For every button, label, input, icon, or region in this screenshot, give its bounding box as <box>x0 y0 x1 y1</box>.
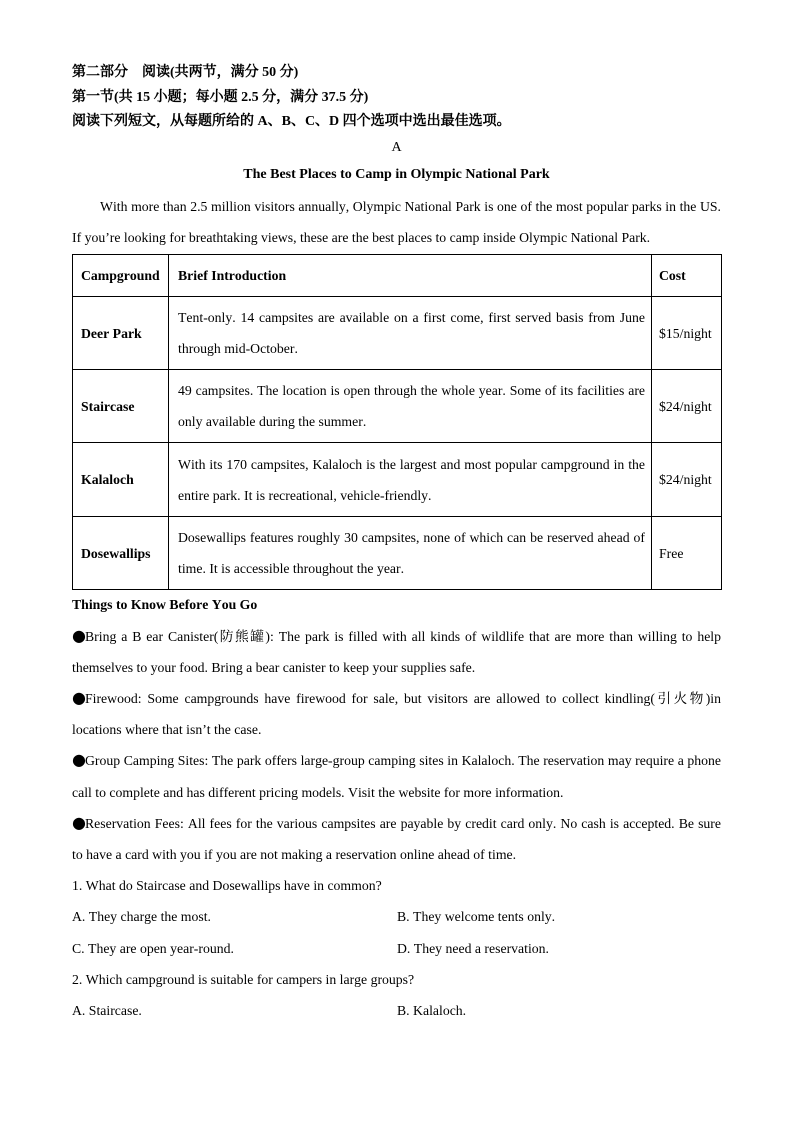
passage-title: The Best Places to Camp in Olympic National Park <box>243 167 550 182</box>
question-1-options-row-2 <box>72 933 721 964</box>
tip-item <box>72 621 721 683</box>
table-row <box>73 443 722 517</box>
table-row <box>73 370 722 443</box>
question-1-stem: 1. What do Staircase and Dosewallips have in common? <box>72 878 382 894</box>
campground-description: 49 campsites. The location is open through the whole year. Some of its facilities are only available during the summer. <box>169 370 652 443</box>
section-title: 第一节(共 15 小题；每小题 2.5 分，满分 37.5 分) <box>72 89 369 105</box>
tip-text: Firewood: Some campgrounds have firewood for sale, but visitors are allowed to collect kindling(引火物)in locations where that isn’t the case. <box>72 691 721 738</box>
bullet-marker: ● <box>72 750 86 770</box>
campground-description: Tent-only. 14 campsites are available on a first come, first served basis from June through mid-October. <box>169 297 652 370</box>
bullet-marker: ● <box>72 688 86 707</box>
table-row <box>73 517 722 590</box>
campground-name: Staircase <box>73 370 169 443</box>
bullet-marker: ● <box>72 625 86 645</box>
question-2-options-row-1 <box>72 995 721 1026</box>
option-a: A. They charge the most. <box>72 909 211 925</box>
question-1-options-row-1 <box>72 901 721 932</box>
option-a: A. Staircase. <box>72 1003 142 1019</box>
tip-item <box>72 745 721 807</box>
campground-cost: Free <box>652 517 722 590</box>
question-2-stem: 2. Which campground is suitable for campers in large groups? <box>72 971 415 987</box>
instructions: 阅读下列短文，从每题所给的 A、B、C、D 四个选项中选出最佳选项。 <box>72 114 511 129</box>
campground-cost: $24/night <box>652 370 722 443</box>
option-b: B. Kalaloch. <box>397 1003 467 1019</box>
tip-text: Bring a B ear Canister(防熊罐): The park is filled with all kinds of wildlife that are more than willing to help themselves to your food. Bring a bear canister to keep your supplies safe. <box>72 628 721 675</box>
section-header <box>72 61 721 135</box>
tips-section <box>72 589 721 1026</box>
part-title: 第二部分 阅读(共两节，满分 50 分) <box>72 65 299 80</box>
table-header-row <box>73 255 722 297</box>
campground-cost: $15/night <box>652 297 722 370</box>
bullet-marker: ● <box>72 812 86 832</box>
campground-table <box>72 254 722 590</box>
table-header-introduction: Brief Introduction <box>169 255 652 297</box>
table-header-cost: Cost <box>652 255 722 297</box>
passage-intro: With more than 2.5 million visitors annually, Olympic National Park is one of the most popular parks in the US. If you’re looking for breathtaking views, these are the best places to camp inside Olympic National Park. <box>72 198 721 245</box>
tip-text: Group Camping Sites: The park offers large-group camping sites in Kalaloch. The reservation may require a phone call to complete and has different pricing models. Visit the website for more information. <box>72 753 721 800</box>
campground-name: Dosewallips <box>73 517 169 590</box>
option-d: D. They need a reservation. <box>397 940 549 956</box>
table-row <box>73 297 722 370</box>
campground-name: Kalaloch <box>73 443 169 517</box>
campground-cost: $24/night <box>652 443 722 517</box>
campground-name: Deer Park <box>73 297 169 370</box>
tip-text: Reservation Fees: All fees for the various campsites are payable by credit card only. No cash is accepted. Be sure to have a card with you if you are not making a reservation online ahead of time. <box>72 815 721 863</box>
option-c: C. They are open year-round. <box>72 940 234 956</box>
campground-description: Dosewallips features roughly 30 campsites, none of which can be reserved ahead of time. It is accessible throughout the year. <box>169 517 652 590</box>
campground-description: With its 170 campsites, Kalaloch is the largest and most popular campground in the entire park. It is recreational, vehicle-friendly. <box>169 443 652 517</box>
table-header-campground: Campground <box>73 255 169 297</box>
tip-item <box>72 808 721 870</box>
tips-heading: Things to Know Before You Go <box>72 597 258 613</box>
passage-label: A <box>391 140 402 155</box>
option-b: B. They welcome tents only. <box>397 909 556 925</box>
tip-item <box>72 683 721 745</box>
